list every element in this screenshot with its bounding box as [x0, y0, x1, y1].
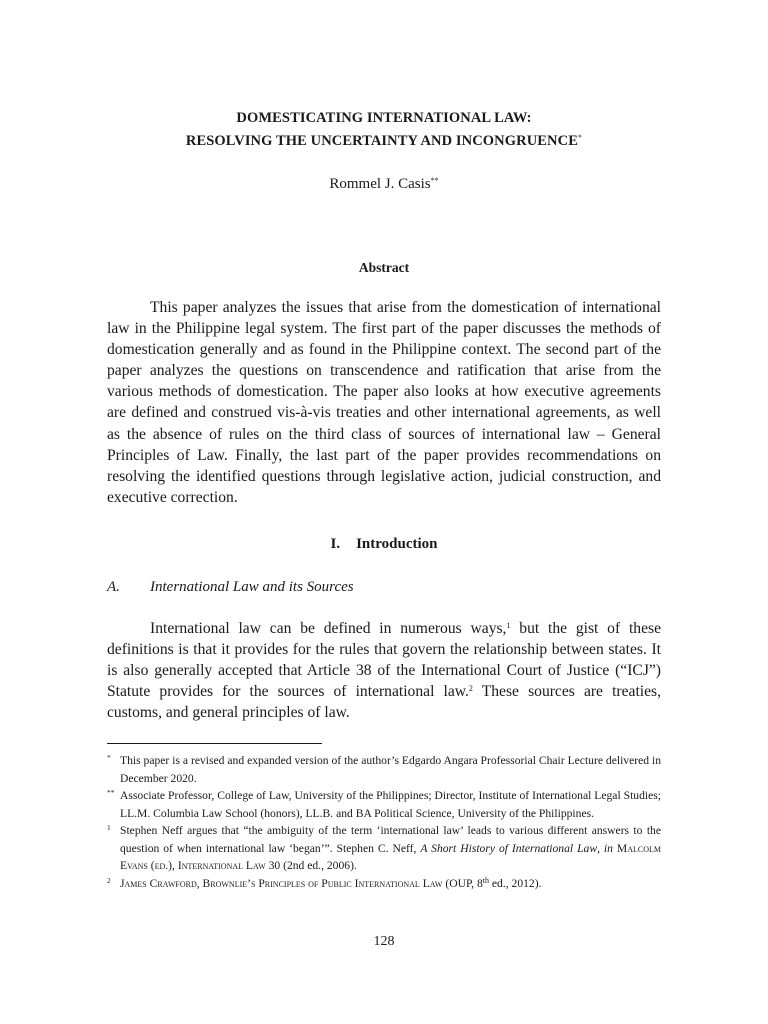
- subsection-title: International Law and its Sources: [150, 579, 354, 595]
- subsection-letter: A.: [107, 579, 120, 595]
- intro-paragraph: International law can be defined in numerous ways,$^1$ but the gist of these definitions is that it provides for the rules that govern the relationship between states. It is also generally accepted that Article 38 of the International Court of Justice (“ICJ”) Statute provides for the sources of international law.$^2$ These sources are treaties, customs, and general principles of law.: [107, 620, 661, 722]
- footnote-star: * This paper is a revised and expanded version of the author’s Edgardo Angara Professorial Chair Lecture delivered in December 2020.: [107, 752, 661, 787]
- section-title: Introduction: [356, 536, 438, 552]
- abstract-paragraph: This paper analyzes the issues that arise from the domestication of international law in the Philippine legal system. The first part of the paper discusses the methods of domestication generally and as found in the Philippine context. The second part of the paper analyzes the questions on transcendence and ratification that arise from the various methods of domestication. The paper also looks at how executive agreements are defined and construed vis-à-vis treaties and other international agreements, as well as the absence of rules on the third class of sources of international law – General Principles of Law. Finally, the last part of the paper provides recommendations on resolving the identified questions through legislative action, judicial construction, and executive correction.: [107, 299, 661, 506]
- author-footnote-mark: **: [430, 176, 439, 185]
- footnote-ref-1: 1: [506, 621, 511, 630]
- section-heading: [0, 534, 768, 554]
- footnote-divider: [107, 743, 322, 744]
- footnote-mark: *: [107, 753, 111, 762]
- author-name: Rommel J. Casis**: [329, 176, 439, 192]
- footnote-mark: 2: [107, 875, 111, 885]
- footnote-mark: 1: [107, 823, 111, 832]
- subsection-heading: [107, 577, 354, 597]
- footnotes: [107, 752, 661, 892]
- footnote-ref-2: 2: [468, 684, 473, 694]
- footnote-2: 2 James Crawford, Brownlie’s Principles of Public International Law (OUP, 8th ed., 2012).: [107, 875, 661, 893]
- footnote-double-star: ** Associate Professor, College of Law, University of the Philippines; Director, Institute of International Legal Studies; LL.M. Columbia Law School (honors), LL.B. and BA Political Science, University of the Philippines.: [107, 787, 661, 822]
- paper-title-line-1: DOMESTICATING INTERNATIONAL LAW:: [236, 110, 532, 126]
- abstract-heading: Abstract: [358, 260, 410, 275]
- title-footnote-mark: *: [577, 133, 583, 142]
- footnote-mark: **: [107, 788, 115, 797]
- section-number: I.: [330, 536, 341, 552]
- page-number: 128: [373, 934, 395, 949]
- paper-title-line-2: RESOLVING THE UNCERTAINTY AND INCONGRUENCE*: [185, 133, 583, 149]
- footnote-1: 1 Stephen Neff argues that “the ambiguity of the term ‘international law’ leads to various different answers to the question of when international law ‘began’”. Stephen C. Neff, A Short History of International Law, in Malcolm Evans (ed.), International Law 30 (2nd ed., 2006).: [107, 822, 661, 875]
